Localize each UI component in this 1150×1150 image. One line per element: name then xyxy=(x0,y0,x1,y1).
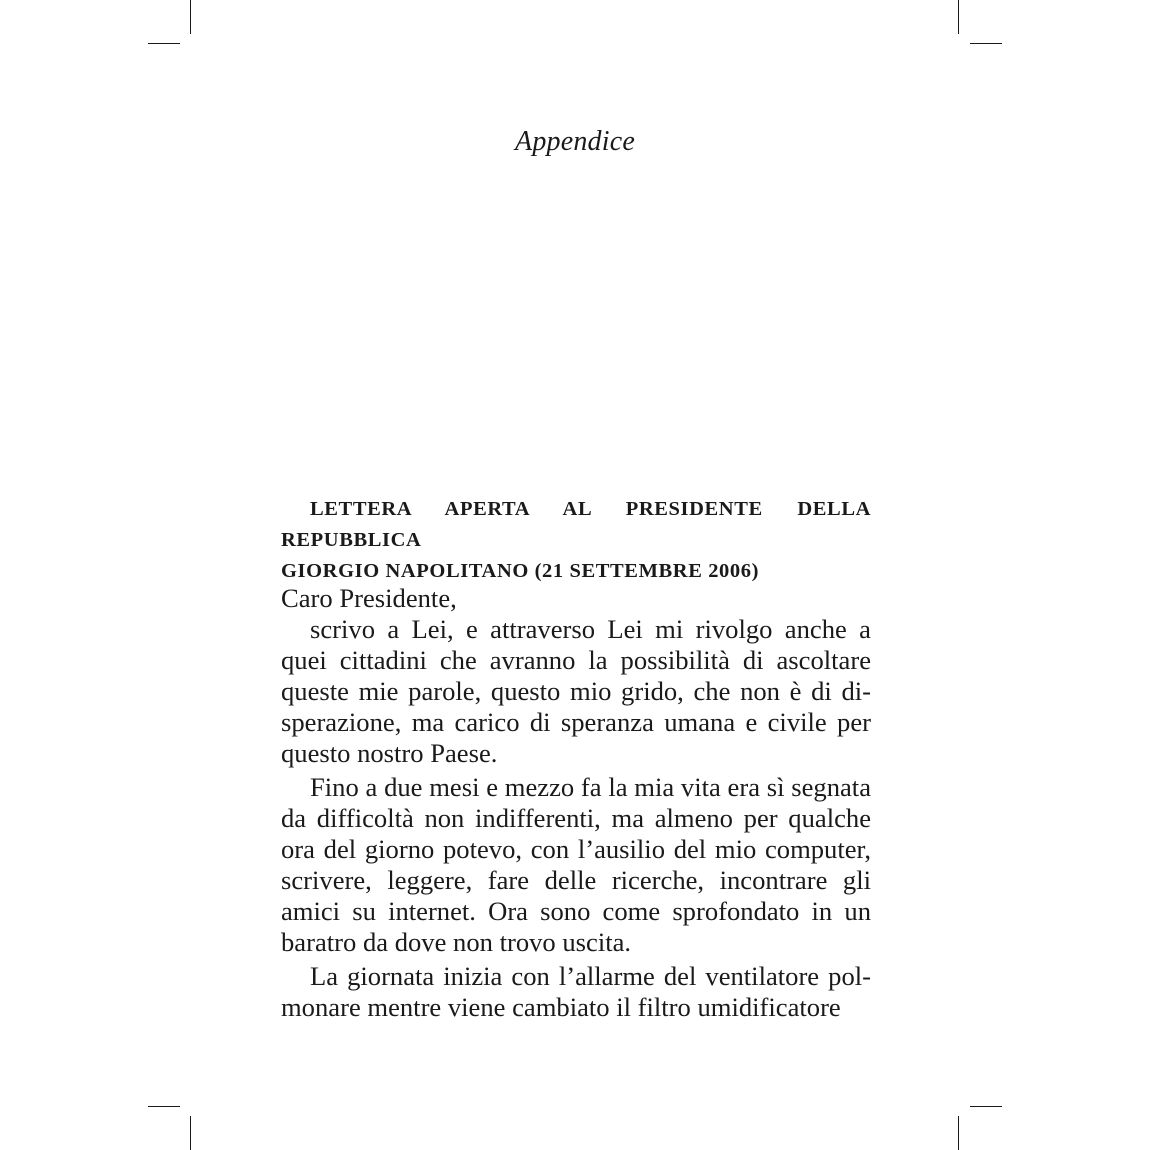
letter-paragraph-3: La giornata inizia con l’allarme del ventilatore polmonare mentre viene cambiato il filtro umidificatore xyxy=(281,961,871,1022)
crop-mark-top-right-vertical xyxy=(958,0,959,34)
letter-paragraph-2: Fino a due mesi e mezzo fa la mia vita era sì segnata da difficoltà non indifferenti, ma almeno per qualche ora del giorno potevo, con l’ausilio del mio computer, scrivere, leggere, fare delle ricerche, incontrare gli amici su internet. Ora sono come sprofondato in un baratro da dove non trovo uscita. xyxy=(281,772,871,957)
letter-salutation: Caro Presidente, xyxy=(281,583,457,613)
crop-mark-top-left-horizontal xyxy=(148,43,180,44)
crop-mark-bottom-right-horizontal xyxy=(970,1106,1002,1107)
letter-heading xyxy=(281,494,871,587)
crop-mark-top-right-horizontal xyxy=(970,43,1002,44)
crop-mark-bottom-right-vertical xyxy=(958,1116,959,1150)
crop-mark-bottom-left-vertical xyxy=(190,1116,191,1150)
crop-mark-bottom-left-horizontal xyxy=(148,1106,180,1107)
letter-heading-line-2: GIORGIO NAPOLITANO (21 SETTEMBRE 2006) xyxy=(281,560,760,582)
letter-heading-line-1: LETTERA APERTA AL PRESIDENTE DELLA REPUBBLICA xyxy=(281,498,871,551)
letter-paragraph-1: scrivo a Lei, e attraverso Lei mi rivolgo anche a quei cittadini che avranno la possibilità di ascoltare queste mie parole, questo mio grido, che non è di disperazione, ma carico di speranza umana e civile per questo nostro Paese. xyxy=(281,614,871,768)
crop-mark-top-left-vertical xyxy=(190,0,191,34)
running-head: Appendice xyxy=(515,126,635,157)
letter-body xyxy=(281,583,871,1023)
